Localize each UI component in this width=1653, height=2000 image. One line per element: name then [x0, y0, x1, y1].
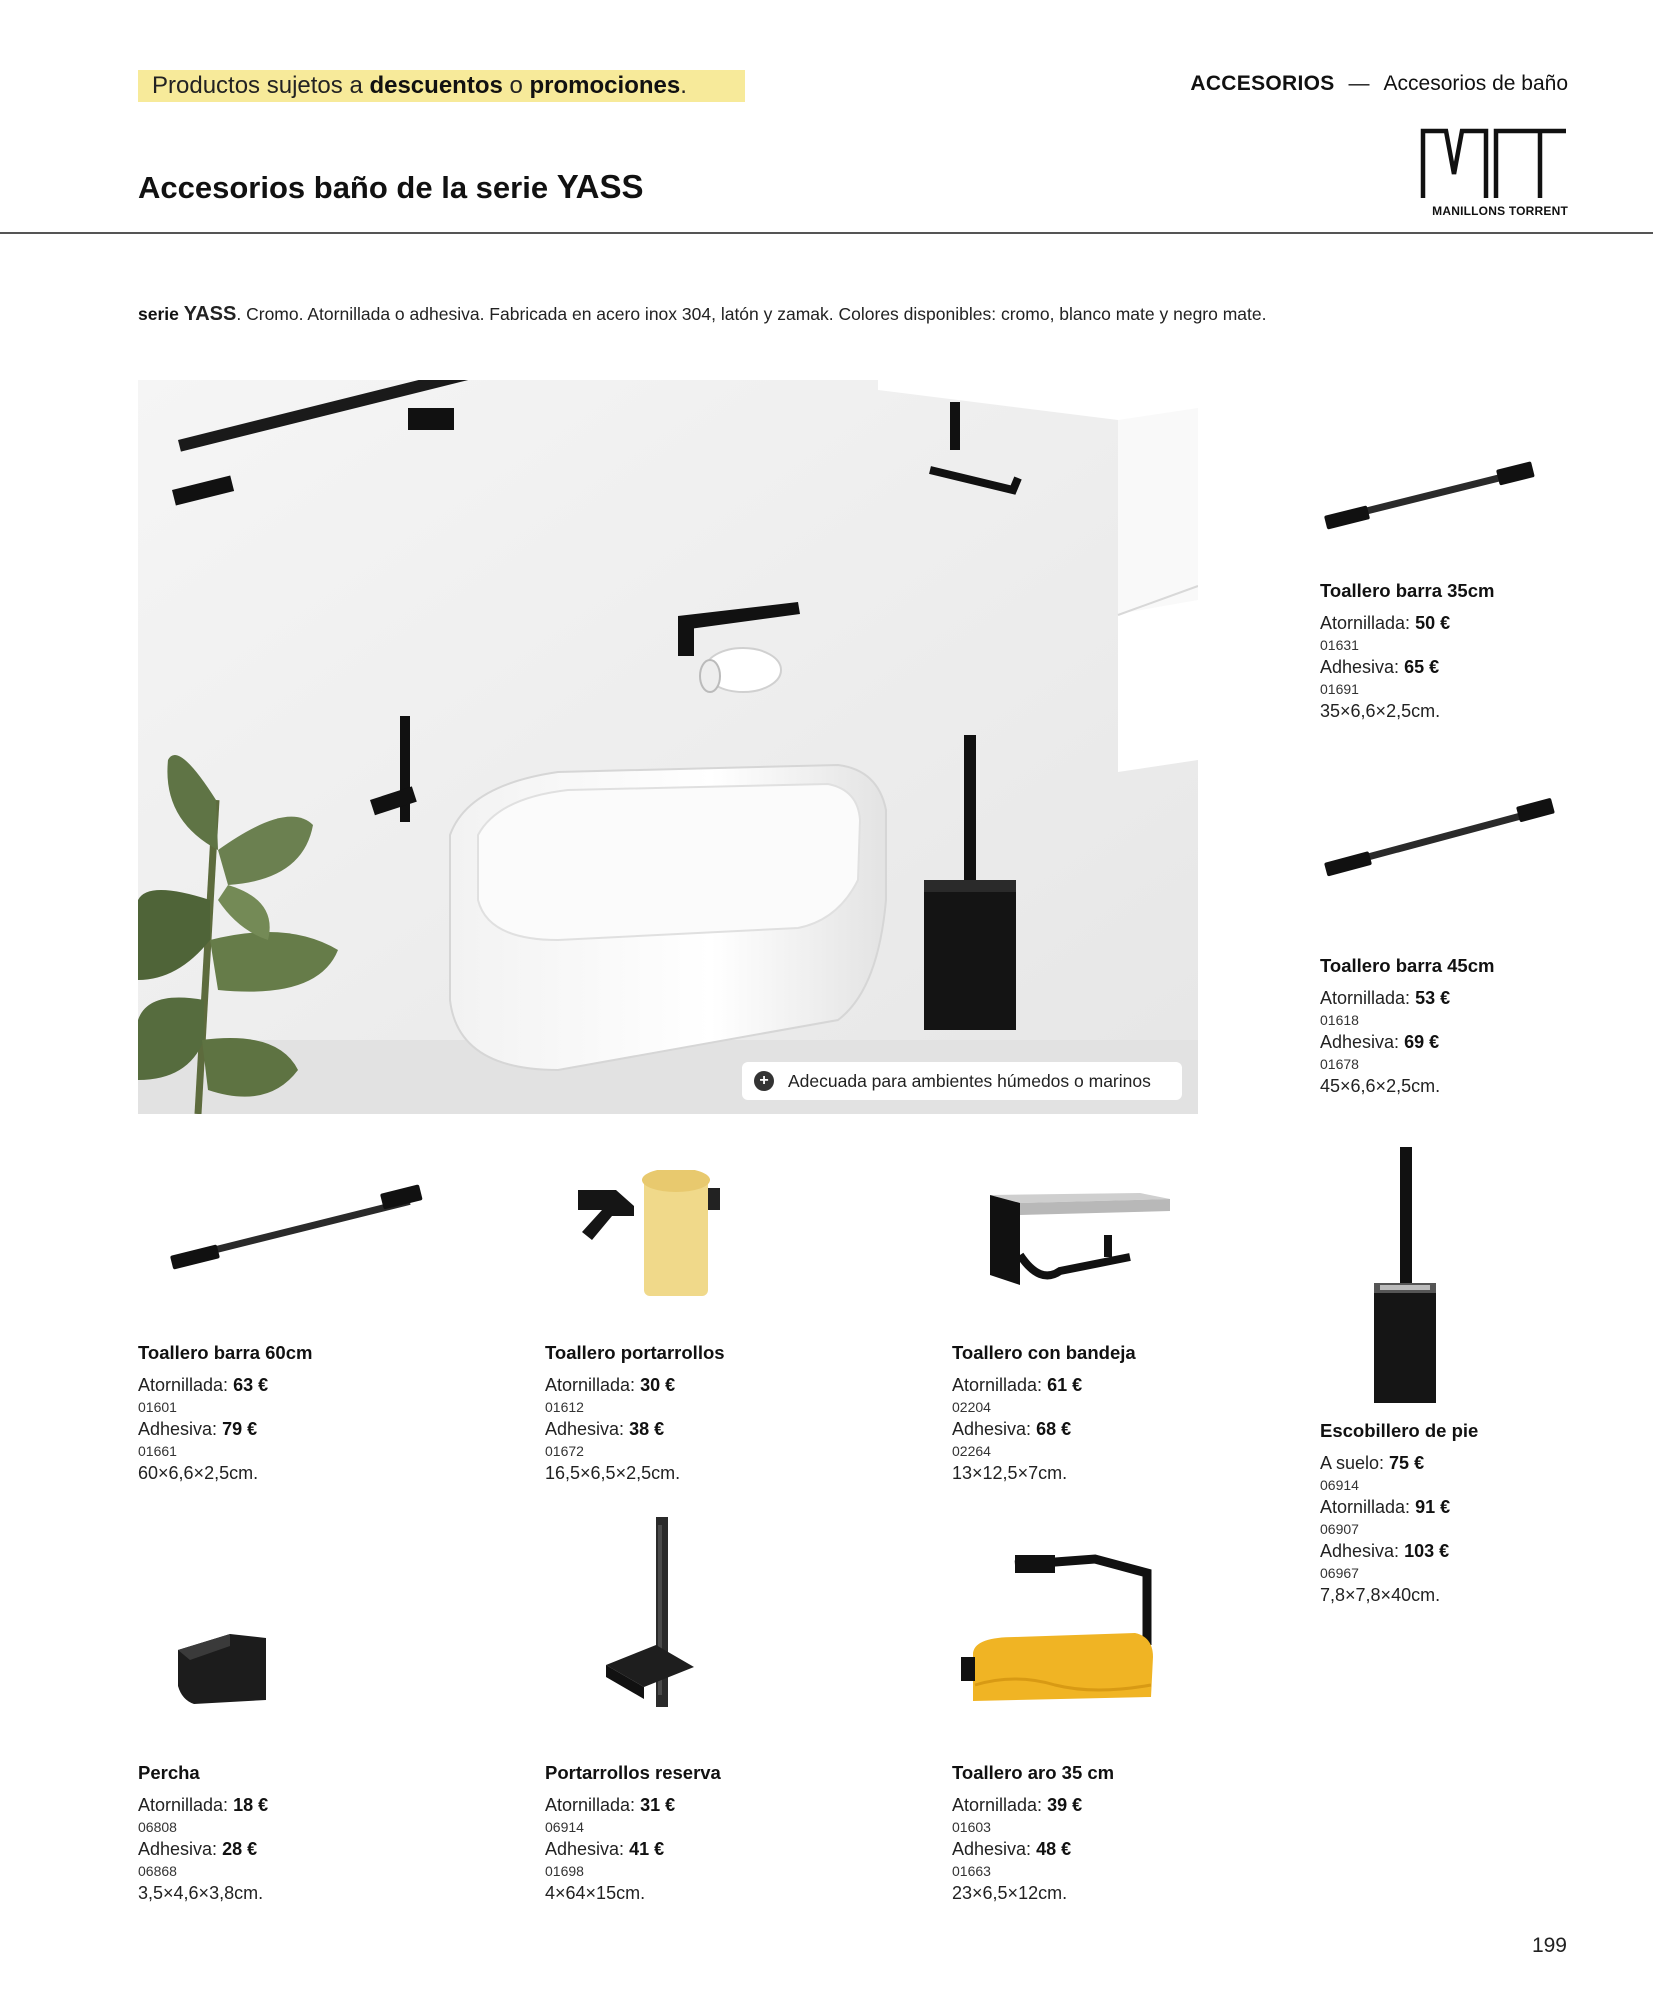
brand-logo: [1420, 128, 1568, 220]
product-dimensions: 60×6,6×2,5cm.: [138, 1463, 259, 1483]
plus-circle-icon: +: [754, 1071, 774, 1091]
bathroom-scene-image: [138, 380, 1198, 1114]
product-ref: 01672: [545, 1443, 584, 1459]
page-number: 199: [1531, 1934, 1567, 1957]
breadcrumb-category: ACCESORIOS: [1190, 72, 1335, 95]
product-dimensions: 35×6,6×2,5cm.: [1320, 701, 1441, 721]
price-value: 53 €: [1415, 988, 1451, 1008]
product-ref: 01698: [545, 1863, 584, 1879]
price-value: 75 €: [1389, 1453, 1425, 1473]
price-value: 31 €: [640, 1795, 676, 1815]
price-value: 41 €: [629, 1839, 665, 1859]
price-row: [952, 1838, 1332, 1860]
product-ref: 06808: [138, 1819, 177, 1835]
product-name: Percha: [138, 1762, 200, 1783]
price-row: [545, 1838, 925, 1860]
price-label: Atornillada:: [1320, 1497, 1416, 1517]
mt-logo-mark: [1420, 128, 1568, 200]
product-ref: 06907: [1320, 1521, 1359, 1537]
product-towel-bar-35: [1320, 580, 1653, 722]
price-label: Atornillada:: [952, 1375, 1048, 1395]
product-ref: 01691: [1320, 681, 1359, 697]
series-text: . Cromo. Atornillada o adhesiva. Fabricada en acero inox 304, latón y zamak. Colores disponibles: cromo, blanco mate y negro mate.: [236, 304, 1267, 324]
price-label: Atornillada:: [138, 1795, 234, 1815]
series-description: [138, 302, 1578, 326]
toilet-brush-product-image: [1360, 1145, 1450, 1405]
product-dimensions: 23×6,5×12cm.: [952, 1883, 1068, 1903]
price-row: [1320, 987, 1653, 1009]
price-label: Atornillada:: [545, 1795, 641, 1815]
price-row: [545, 1794, 925, 1816]
product-ref: 01601: [138, 1399, 177, 1415]
brand-name: MANILLONS TORRENT: [1432, 204, 1568, 218]
price-value: 30 €: [640, 1375, 676, 1395]
price-value: 28 €: [222, 1839, 258, 1859]
price-value: 61 €: [1047, 1375, 1083, 1395]
series-name: YASS: [183, 303, 237, 325]
product-towel-bar-45: [1320, 955, 1653, 1097]
product-dimensions: 45×6,6×2,5cm.: [1320, 1076, 1441, 1096]
toilet-brush-image: [1360, 1145, 1450, 1405]
price-label: Atornillada:: [138, 1375, 234, 1395]
product-towel-bar-60: [138, 1342, 518, 1484]
product-ref: 01612: [545, 1399, 584, 1415]
product-name: Toallero barra 45cm: [1320, 955, 1495, 976]
tray-holder-product-image: [980, 1175, 1170, 1295]
product-name: Portarrollos reserva: [545, 1762, 721, 1783]
price-label: Adhesiva:: [545, 1419, 630, 1439]
price-row: [952, 1374, 1332, 1396]
robe-hook-image: [170, 1630, 270, 1710]
product-toilet-brush: [1320, 1420, 1653, 1606]
product-name: Toallero con bandeja: [952, 1342, 1136, 1363]
towel-bar-35-image: [1320, 458, 1540, 548]
price-label: Adhesiva:: [545, 1839, 630, 1859]
price-label: Adhesiva:: [1320, 1541, 1405, 1561]
product-ref: 01603: [952, 1819, 991, 1835]
breadcrumb-subcategory: Accesorios de baño: [1383, 72, 1568, 95]
paper-holder-towel-image: [572, 1170, 732, 1300]
spare-roll-holder-product-image: [600, 1515, 700, 1715]
price-value: 91 €: [1415, 1497, 1451, 1517]
product-ref: 06967: [1320, 1565, 1359, 1581]
price-row: [1320, 1496, 1653, 1518]
product-robe-hook: [138, 1762, 518, 1904]
promo-text-after: .: [680, 72, 687, 99]
page-title-prefix: Accesorios baño de la serie: [138, 170, 557, 205]
promo-discounts: descuentos: [369, 72, 503, 99]
price-value: 39 €: [1047, 1795, 1083, 1815]
price-label: Adhesiva:: [952, 1839, 1037, 1859]
breadcrumb-separator: —: [1348, 72, 1370, 95]
product-ref: 01631: [1320, 637, 1359, 653]
price-value: 79 €: [222, 1419, 258, 1439]
towel-bar-60-image: [166, 1180, 426, 1280]
towel-ring-product-image: [955, 1545, 1155, 1705]
price-value: 65 €: [1404, 657, 1440, 677]
header-divider: [0, 232, 1653, 234]
price-label: Atornillada:: [1320, 613, 1416, 633]
promo-promotions: promociones: [529, 72, 681, 99]
product-towel-paper-holder: [545, 1342, 925, 1484]
towel-ring-image: [955, 1545, 1155, 1705]
spare-roll-holder-image: [600, 1515, 700, 1715]
price-row: [1320, 1540, 1653, 1562]
towel-bar-45-image: [1320, 795, 1560, 895]
towel-bar-35-product-image: [1320, 458, 1540, 548]
product-ref: 06868: [138, 1863, 177, 1879]
tray-holder-image: [980, 1175, 1170, 1295]
price-row: [138, 1838, 518, 1860]
product-ref: 01661: [138, 1443, 177, 1459]
price-value: 103 €: [1404, 1541, 1450, 1561]
price-row: [1320, 1031, 1653, 1053]
product-spare-roll-holder: [545, 1762, 925, 1904]
product-dimensions: 7,8×7,8×40cm.: [1320, 1585, 1441, 1605]
product-ref: 01678: [1320, 1056, 1359, 1072]
product-name: Toallero aro 35 cm: [952, 1762, 1115, 1783]
hero-bathroom-photo: [138, 380, 1198, 1114]
price-row: [545, 1418, 925, 1440]
price-row: [1320, 1452, 1653, 1474]
page-title: [138, 168, 644, 206]
product-tray-holder: [952, 1342, 1332, 1484]
price-label: Adhesiva:: [952, 1419, 1037, 1439]
badge-text: Adecuada para ambientes húmedos o marinos: [788, 1070, 1151, 1091]
product-ref: 01618: [1320, 1012, 1359, 1028]
series-label: serie: [138, 304, 184, 324]
price-row: [138, 1794, 518, 1816]
price-value: 69 €: [1404, 1032, 1440, 1052]
product-dimensions: 4×64×15cm.: [545, 1883, 646, 1903]
towel-bar-45-product-image: [1320, 795, 1560, 895]
page-title-serie: YASS: [556, 168, 644, 205]
price-value: 68 €: [1036, 1419, 1072, 1439]
product-ref: 06914: [1320, 1477, 1359, 1493]
price-row: [1320, 656, 1653, 678]
promo-text-middle: o: [502, 72, 530, 99]
robe-hook-product-image: [170, 1630, 270, 1710]
price-row: [545, 1374, 925, 1396]
price-row: [138, 1418, 518, 1440]
price-label: Atornillada:: [545, 1375, 641, 1395]
product-name: Toallero barra 35cm: [1320, 580, 1495, 601]
humid-environment-badge: [742, 1062, 1182, 1100]
price-value: 38 €: [629, 1419, 665, 1439]
product-ref: 02204: [952, 1399, 991, 1415]
price-label: Adhesiva:: [138, 1839, 223, 1859]
price-label: Atornillada:: [1320, 988, 1416, 1008]
price-value: 18 €: [233, 1795, 269, 1815]
product-dimensions: 13×12,5×7cm.: [952, 1463, 1068, 1483]
towel-bar-60-product-image: [166, 1180, 426, 1280]
product-ref: 02264: [952, 1443, 991, 1459]
price-row: [1320, 612, 1653, 634]
price-row: [952, 1418, 1332, 1440]
price-value: 48 €: [1036, 1839, 1072, 1859]
paper-holder-towel-product-image: [572, 1170, 732, 1300]
product-name: Toallero barra 60cm: [138, 1342, 313, 1363]
price-row: [138, 1374, 518, 1396]
price-label: Adhesiva:: [138, 1419, 223, 1439]
product-dimensions: 3,5×4,6×3,8cm.: [138, 1883, 264, 1903]
price-row: [952, 1794, 1332, 1816]
product-towel-ring: [952, 1762, 1332, 1904]
price-value: 50 €: [1415, 613, 1451, 633]
product-ref: 01663: [952, 1863, 991, 1879]
price-label: A suelo:: [1320, 1453, 1390, 1473]
product-dimensions: 16,5×6,5×2,5cm.: [545, 1463, 681, 1483]
promo-text-before: Productos sujetos a: [152, 72, 370, 99]
section-breadcrumb: [1190, 72, 1568, 96]
product-name: Escobillero de pie: [1320, 1420, 1479, 1441]
product-ref: 06914: [545, 1819, 584, 1835]
price-label: Atornillada:: [952, 1795, 1048, 1815]
price-value: 63 €: [233, 1375, 269, 1395]
promo-banner: [138, 70, 745, 102]
price-label: Adhesiva:: [1320, 1032, 1405, 1052]
price-label: Adhesiva:: [1320, 657, 1405, 677]
product-name: Toallero portarrollos: [545, 1342, 725, 1363]
